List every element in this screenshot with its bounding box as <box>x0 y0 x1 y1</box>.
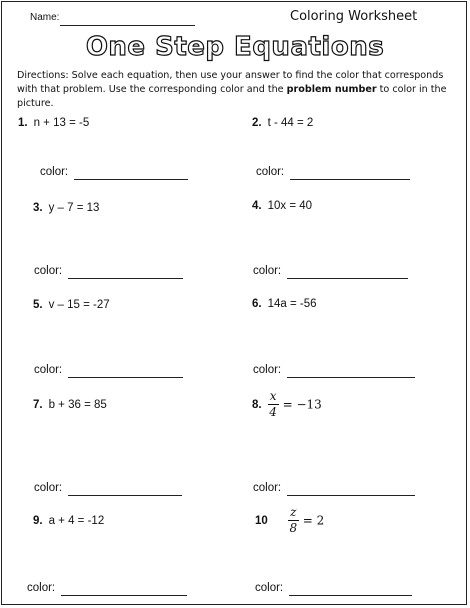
problem-number: 3. <box>33 202 43 214</box>
name-label: Name: <box>30 12 60 23</box>
color-label-7: color: <box>34 482 63 494</box>
problem-equation-rest: = −13 <box>282 397 322 412</box>
problem-number: 4. <box>252 200 262 212</box>
color-label-3: color: <box>34 265 63 277</box>
color-label-2: color: <box>256 166 285 178</box>
fraction <box>268 390 279 419</box>
fraction-denominator: 4 <box>269 405 277 419</box>
fraction <box>288 506 299 535</box>
fraction-numerator: z <box>290 505 297 519</box>
directions-part2: to color in the picture. <box>17 84 447 109</box>
name-line <box>60 25 195 26</box>
problem-number: 2. <box>252 117 262 129</box>
problem-1 <box>18 117 89 129</box>
problem-equation: a + 4 = -12 <box>48 515 105 527</box>
problem-equation: b + 36 = 85 <box>48 399 107 411</box>
problem-6 <box>252 298 317 310</box>
color-answer-line-4[interactable] <box>287 278 408 279</box>
problem-number: 9. <box>33 515 43 527</box>
problem-10 <box>255 506 324 535</box>
problem-number: 10 <box>255 514 268 527</box>
directions-part1: Directions: Solve each equation, then use your answer to find the color that corresponds with that problem. Use the corresponding color and the <box>17 70 444 95</box>
problem-3 <box>33 202 99 214</box>
color-answer-line-10[interactable] <box>289 595 412 596</box>
color-answer-line-3[interactable] <box>68 278 183 279</box>
problem-equation: v – 15 = -27 <box>48 299 110 311</box>
color-answer-line-6[interactable] <box>287 377 415 378</box>
problem-equation: n + 13 = -5 <box>33 117 90 129</box>
problem-number: 6. <box>252 298 262 310</box>
problem-equation: t - 44 = 2 <box>267 117 314 129</box>
page-title: One Step Equations <box>85 32 385 62</box>
problem-number: 8. <box>252 398 262 411</box>
color-answer-line-1[interactable] <box>74 179 188 180</box>
fraction-denominator: 8 <box>289 521 298 535</box>
worksheet-label: Coloring Worksheet <box>290 9 418 24</box>
problem-2 <box>252 117 313 129</box>
problem-number: 7. <box>33 399 43 411</box>
color-answer-line-8[interactable] <box>287 495 415 496</box>
color-answer-line-2[interactable] <box>290 179 410 180</box>
color-label-1: color: <box>40 166 69 178</box>
fraction-numerator: x <box>269 389 277 403</box>
color-label-9: color: <box>27 582 56 594</box>
color-label-5: color: <box>34 364 63 376</box>
problem-9 <box>33 515 104 527</box>
color-answer-line-7[interactable] <box>68 495 182 496</box>
color-label-8: color: <box>253 482 282 494</box>
color-answer-line-9[interactable] <box>61 595 187 596</box>
problem-equation: 14a = -56 <box>267 298 317 310</box>
problem-number: 5. <box>33 299 43 311</box>
color-label-10: color: <box>255 582 284 594</box>
problem-equation: 10x = 40 <box>267 200 313 212</box>
directions-bold: problem number <box>286 84 377 95</box>
problem-4 <box>252 200 312 212</box>
problem-5 <box>33 299 110 311</box>
color-answer-line-5[interactable] <box>68 377 183 378</box>
problem-equation: y – 7 = 13 <box>48 202 100 214</box>
problem-equation-rest: = 2 <box>302 513 325 528</box>
problem-7 <box>33 399 107 411</box>
problem-number: 1. <box>18 117 28 129</box>
directions-text <box>17 69 457 111</box>
problem-8 <box>252 390 322 419</box>
color-label-6: color: <box>253 364 282 376</box>
color-label-4: color: <box>253 265 282 277</box>
